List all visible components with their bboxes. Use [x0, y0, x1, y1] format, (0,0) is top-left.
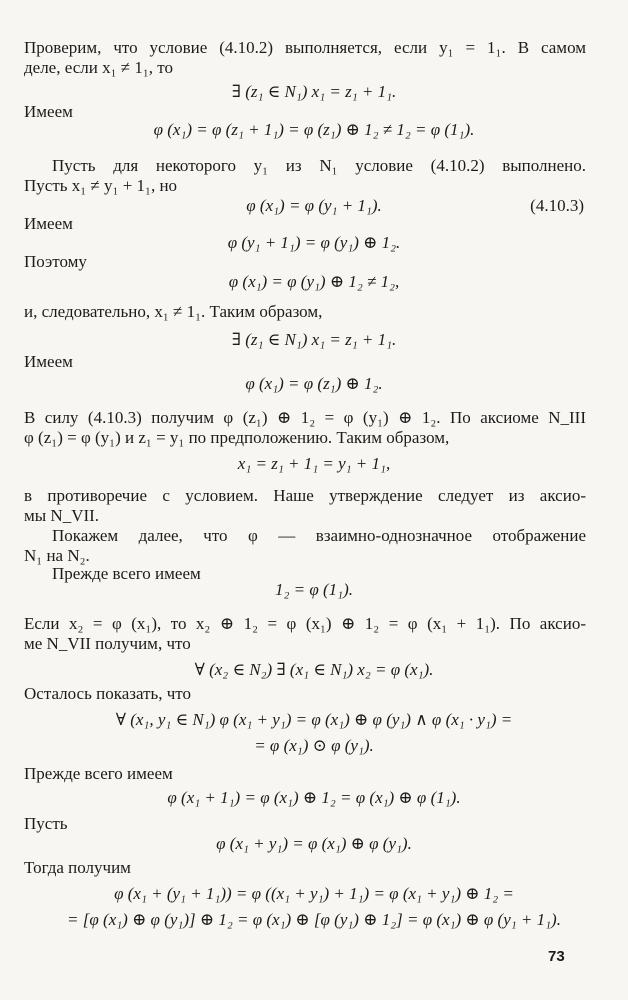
formula: = φ (x₁) ⊙ φ (y₁).	[254, 736, 374, 755]
page-number: 73	[548, 948, 565, 965]
text-line: Пусть x₁ ≠ y₁ + 1₁, но	[24, 176, 178, 195]
text-line: и, следовательно, x₁ ≠ 1₁. Таким образом,	[24, 302, 323, 321]
formula: ∃ (z₁ ∈ N₁) x₁ = z₁ + 1₁.	[231, 82, 397, 101]
formula: φ (x₁ + (y₁ + 1₁)) = φ ((x₁ + y₁) + 1₁) = φ (x₁ + y₁) ⊕ 1₂ =	[114, 884, 514, 903]
formula: φ (y₁ + 1₁) = φ (y₁) ⊕ 1₂.	[227, 233, 401, 252]
text-line: Тогда получим	[24, 858, 131, 877]
formula: ∀ (x₁, y₁ ∈ N₁) φ (x₁ + y₁) = φ (x₁) ⊕ φ (y₁) ∧ φ (x₁ · y₁) =	[115, 710, 513, 729]
text-line: Имеем	[24, 214, 73, 233]
text-line: φ (z₁) = φ (y₁) и z₁ = y₁ по предположению. Таким образом,	[24, 428, 450, 447]
formula: φ (x₁) = φ (z₁) ⊕ 1₂.	[245, 374, 383, 393]
formula: ∃ (z₁ ∈ N₁) x₁ = z₁ + 1₁.	[231, 330, 397, 349]
text-line: Поэтому	[24, 252, 87, 271]
text-line: N₁ на N₂.	[24, 546, 90, 565]
formula: = [φ (x₁) ⊕ φ (y₁)] ⊕ 1₂ = φ (x₁) ⊕ [φ (y₁) ⊕ 1₂] = φ (x₁) ⊕ φ (y₁ + 1₁).	[67, 910, 561, 929]
text-line: деле, если x₁ ≠ 1₁, то	[24, 58, 173, 77]
formula: ∀ (x₂ ∈ N₂) ∃ (x₁ ∈ N₁) x₂ = φ (x₁).	[194, 660, 434, 679]
text-line: Осталось показать, что	[24, 684, 192, 703]
text-line: Проверим, что условие (4.10.2) выполняется, если y₁ = 1₁. В самом	[24, 38, 586, 57]
formula: φ (x₁) = φ (y₁) ⊕ 1₂ ≠ 1₂,	[228, 272, 400, 291]
formula: φ (x₁ + y₁) = φ (x₁) ⊕ φ (y₁).	[216, 834, 412, 853]
formula: x₁ = z₁ + 1₁ = y₁ + 1₁,	[237, 454, 391, 473]
text-line: Имеем	[24, 352, 73, 371]
formula: 1₂ = φ (1₁).	[274, 580, 354, 599]
text-line: в противоречие с условием. Наше утверждение следует из аксио-	[24, 486, 586, 505]
text-line: Если x₂ = φ (x₁), то x₂ ⊕ 1₂ = φ (x₁) ⊕ 1₂ = φ (x₁ + 1₁). По аксио-	[24, 614, 586, 633]
formula: φ (x₁) = φ (y₁ + 1₁).	[246, 196, 382, 215]
text-line: Имеем	[24, 102, 73, 121]
formula: φ (x₁ + 1₁) = φ (x₁) ⊕ 1₂ = φ (x₁) ⊕ φ (1₁).	[167, 788, 461, 807]
formula: φ (x₁) = φ (z₁ + 1₁) = φ (z₁) ⊕ 1₂ ≠ 1₂ = φ (1₁).	[153, 120, 475, 139]
text-line: мы N_VII.	[24, 506, 100, 525]
text-line: Пусть	[24, 814, 68, 833]
text-line: В силу (4.10.3) получим φ (z₁) ⊕ 1₂ = φ (y₁) ⊕ 1₂. По аксиоме N_III	[24, 408, 586, 427]
text-line: Пусть для некоторого y₁ из N₁ условие (4.10.2) выполнено.	[52, 156, 586, 175]
equation-number: (4.10.3)	[530, 196, 584, 215]
text-line: Прежде всего имеем	[24, 764, 173, 783]
text-line: ме N_VII получим, что	[24, 634, 191, 653]
text-line: Прежде всего имеем	[52, 564, 201, 583]
text-line: Покажем далее, что φ — взаимно-однозначное отображение	[52, 526, 586, 545]
